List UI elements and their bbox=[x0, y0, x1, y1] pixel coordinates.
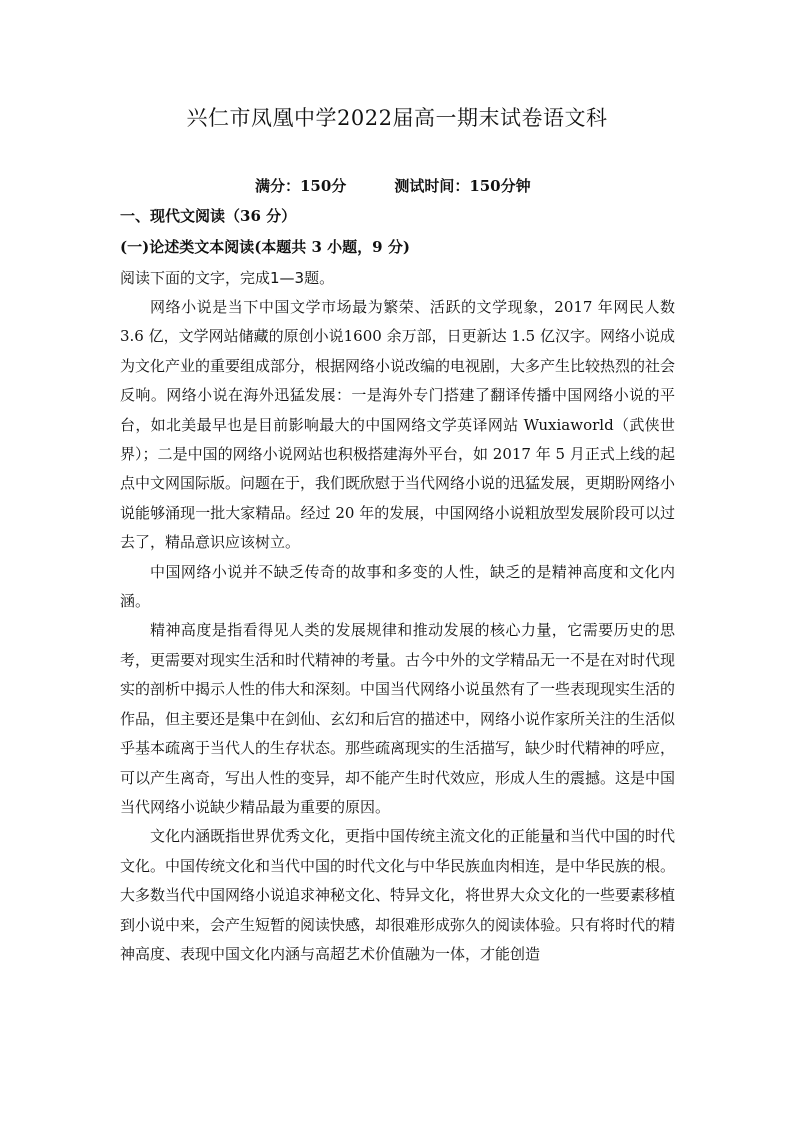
passage-paragraph: 网络小说是当下中国文学市场最为繁荣、活跃的文学现象，2017 年网民人数 3.6 亿，文学网站储藏的原创小说1600 余万部，日更新达 1.5 亿汉字。网络小说成为文化产业的重要组成部分，根据网络小说改编的电视剧，大多产生比较热烈的社会反响。网络小说在海外迅猛发展：一是海外专门搭建了翻译传播中国网络小说的平台，如北美最早也是目前影响最大的中国网络文学英译网站 Wuxiaworld（武侠世界）；二是中国的网络小说网站也积极搭建海外平台，如 2017 年 5 月正式上线的起点中文网国际版。问题在于，我们既欣慰于当代网络小说的迅猛发展，更期盼网络小说能够涌现一批大家精品。经过 20 年的发展，中国网络小说粗放型发展阶段可以过去了，精品意识应该树立。 bbox=[120, 298, 676, 552]
section-heading-modern-reading: 一、现代文阅读（36 分） bbox=[120, 207, 297, 225]
reading-passage bbox=[120, 293, 675, 969]
test-time: 测试时间：150分钟 bbox=[394, 177, 531, 195]
subsection-heading-argumentative: (一)论述类文本阅读(本题共 3 小题，9 分) bbox=[120, 238, 410, 256]
document-title: 兴仁市凤凰中学2022届高一期末试卷语文科 bbox=[186, 106, 608, 130]
passage-paragraph: 中国网络小说并不缺乏传奇的故事和多变的人性，缺乏的是精神高度和文化内涵。 bbox=[120, 562, 675, 611]
exam-meta bbox=[255, 175, 531, 197]
passage-paragraph: 文化内涵既指世界优秀文化，更指中国传统主流文化的正能量和当代中国的时代文化。中国传统文化和当代中国的时代文化与中华民族血肉相连，是中华民族的根。大多数当代中国网络小说追求神秘文化、特异文化，将世界大众文化的一些要素移植到小说中来，会产生短暂的阅读快感，却很难形成弥久的阅读体验。只有将时代的精神高度、表现中国文化内涵与高超艺术价值融为一体，才能创造 bbox=[120, 827, 676, 963]
full-score: 满分：150分 bbox=[255, 177, 347, 195]
reading-instruction: 阅读下面的文字，完成1—3题。 bbox=[120, 269, 335, 287]
passage-paragraph: 精神高度是指看得见人类的发展规律和推动发展的核心力量，它需要历史的思考，更需要对现实生活和时代精神的考量。古今中外的文学精品无一不是在对时代现实的剖析中揭示人性的伟大和深刻。中国当代网络小说虽然有了一些表现现实生活的作品，但主要还是集中在剑仙、玄幻和后宫的描述中，网络小说作家所关注的生活似乎基本疏离于当代人的生存状态。那些疏离现实的生活描写，缺少时代精神的呼应，可以产生离奇，写出人性的变异，却不能产生时代效应，形成人生的震撼。这是中国当代网络小说缺少精品最为重要的原因。 bbox=[120, 621, 676, 816]
